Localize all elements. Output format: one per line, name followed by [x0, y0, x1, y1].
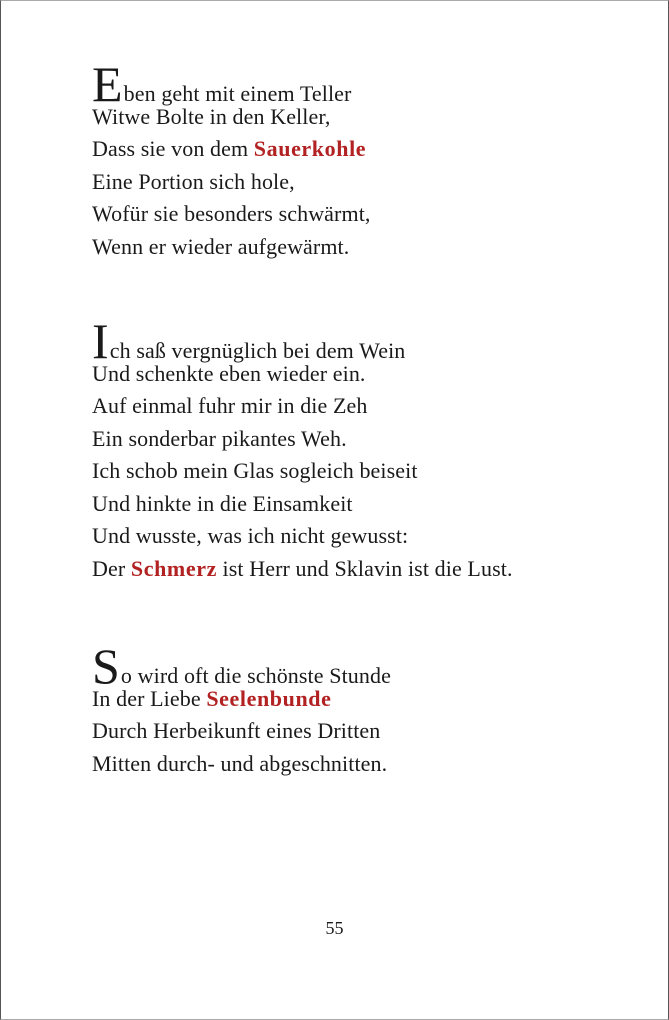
poem-line — [92, 166, 632, 199]
drop-cap: S — [92, 638, 120, 694]
line-text: Und wusste, was ich nicht gewusst: — [92, 523, 409, 548]
line-text: Eine Portion sich hole, — [92, 168, 295, 194]
poem-line — [92, 488, 632, 521]
poem-line — [92, 390, 632, 423]
line-text: Ich schob mein Glas sogleich beiseit — [92, 458, 418, 483]
drop-cap: E — [92, 56, 123, 112]
stanza-1 — [92, 56, 632, 263]
poem-line — [92, 423, 632, 456]
poem-line — [92, 198, 632, 231]
poem-line — [92, 553, 632, 586]
highlighted-word: Seelenbunde — [206, 685, 332, 711]
line-text: Ein sonderbar pikantes Weh. — [92, 425, 347, 451]
line-text: Der — [92, 555, 131, 581]
line-text: Witwe Bolte in den Keller, — [92, 103, 331, 129]
poem-line — [92, 133, 632, 166]
poem-line — [92, 748, 632, 781]
line-text: Und schenkte eben wieder ein. — [92, 360, 366, 386]
poem-line — [92, 313, 632, 369]
line-text: In der Liebe — [92, 685, 207, 711]
stanza-2 — [92, 313, 632, 585]
poem-line — [92, 715, 632, 748]
line-text: o wird oft die schönste Stunde — [120, 663, 391, 688]
stanza-3 — [92, 638, 632, 780]
poem-line — [92, 520, 632, 553]
line-text: Durch Herbeikunft eines Dritten — [92, 718, 381, 743]
line-text: Und hinkte in die Einsamkeit — [92, 490, 353, 516]
line-text: ben geht mit einem Teller — [123, 81, 352, 106]
line-text: Mitten durch- und abgeschnitten. — [92, 750, 388, 776]
highlighted-word: Schmerz — [130, 555, 217, 581]
line-text: Wofür sie besonders schwärmt, — [92, 201, 371, 226]
line-text: ist Herr und Sklavin ist die Lust. — [216, 555, 513, 581]
poem-line — [92, 638, 632, 694]
line-text: ch saß vergnüglich bei dem Wein — [109, 338, 406, 363]
poem-line — [92, 455, 632, 488]
highlighted-word: Sauerkohle — [253, 136, 367, 161]
poem-line — [92, 358, 632, 391]
line-text: Dass sie von dem — [92, 136, 254, 161]
poem-line — [92, 56, 632, 112]
poem-line — [92, 101, 632, 134]
line-text: Auf einmal fuhr mir in die Zeh — [92, 393, 368, 418]
poem-line — [92, 231, 632, 264]
drop-cap: I — [92, 313, 109, 369]
line-text: Wenn er wieder aufgewärmt. — [92, 233, 350, 259]
page-number: 55 — [325, 918, 344, 938]
